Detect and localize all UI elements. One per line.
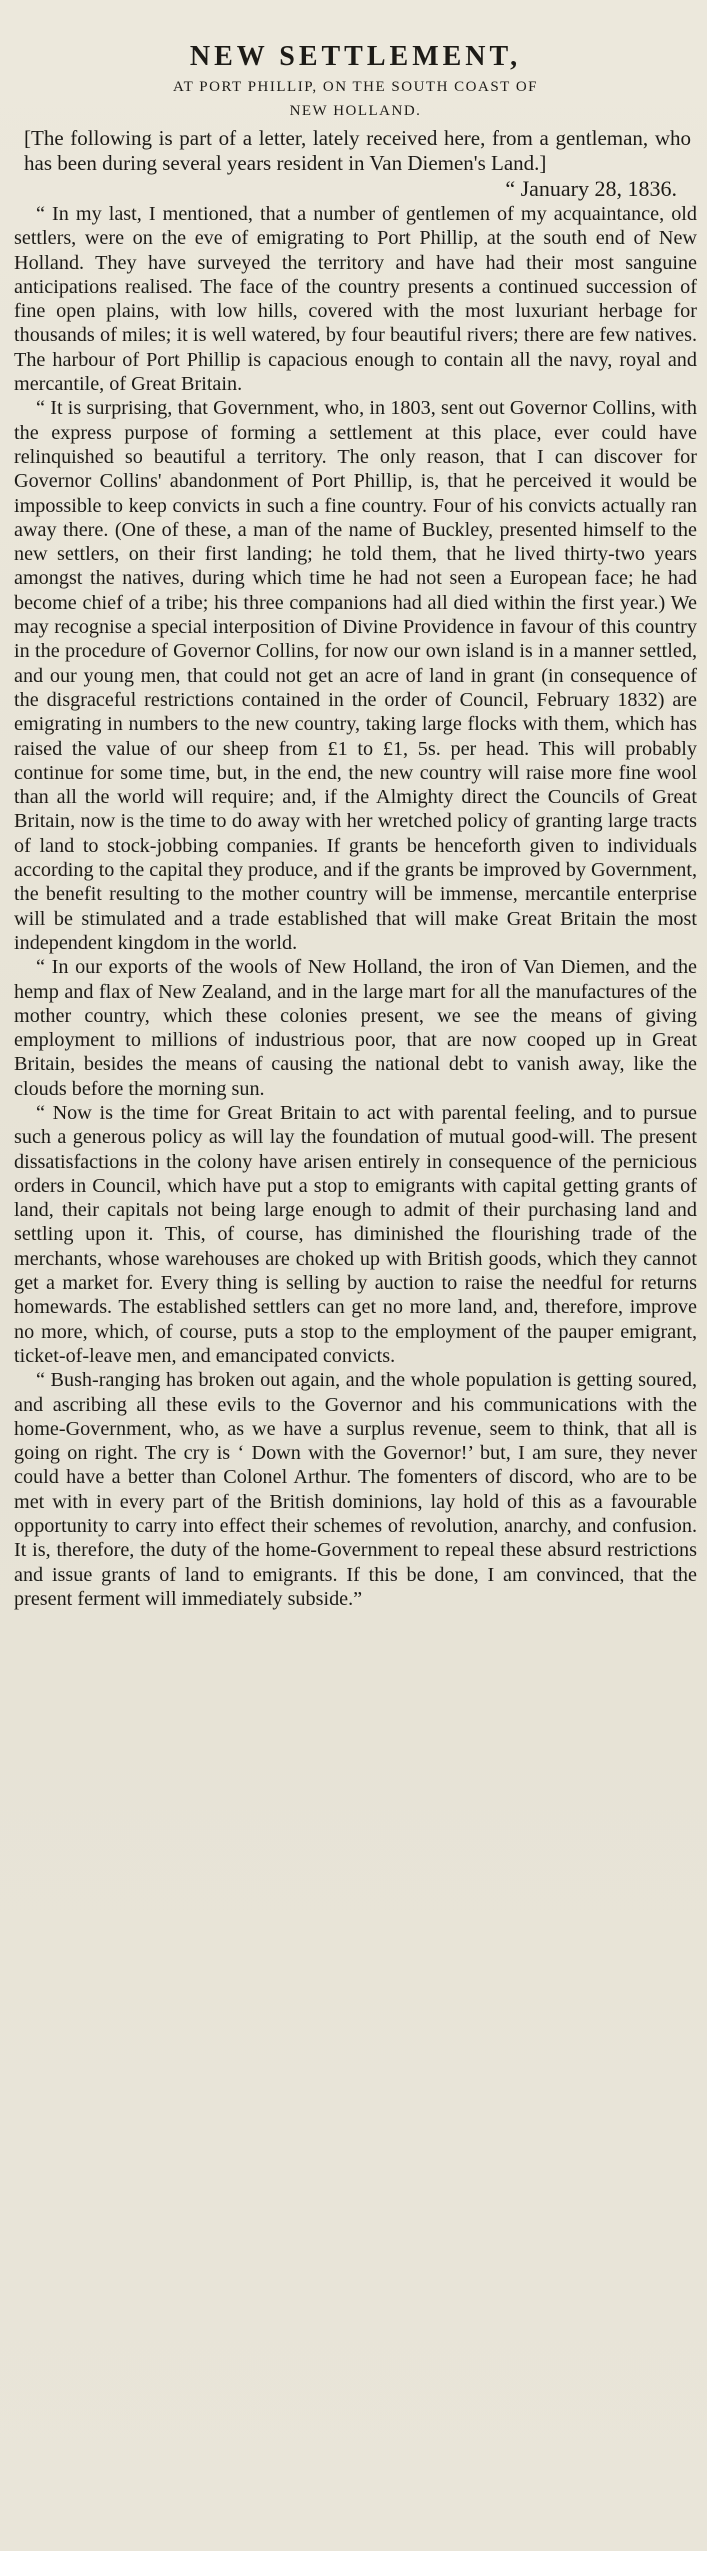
letter-dateline: “ January 28, 1836. <box>505 176 677 201</box>
article-title: NEW SETTLEMENT, <box>189 41 522 72</box>
paragraph-2: “ It is surprising, that Government, who, in 1803, sent out Governor Collins, with the express purpose of forming a settlement at this place, ever could have relinquished so beautiful a territory. The only reason, that I can discover for Governor Collins' abandonment of Port Phillip, is, that he perceived it would be impossible to keep convicts in such a fine country. Four of his convicts actually ran away there. (One of these, a man of the name of Buckley, presented himself to the new settlers, on their first landing; he told them, that he lived thirty-two years amongst the natives, during which time he had not seen a European face; he had become chief of a tribe; his three companions had all died within the first year.) We may recognise a special interposition of Divine Providence in favour of this country in the procedure of Governor Collins, for now our own island is in a manner settled, and our young men, that could not get an acre of land in grant (in consequence of the disgraceful restrictions contained in the order of Council, February 1832) are emigrating in numbers to the new country, taking large flocks with them, which has raised the value of our sheep from £1 to £1, 5s. per head. This will probably continue for some time, but, in the end, the new country will raise more fine wool than all the world will require; and, if the Almighty direct the Councils of Great Britain, now is the time to do away with her wretched policy of granting large tracts of land to stock-jobbing companies. If grants be henceforth given to individuals according to the capital they produce, and if the grants be improved by Government, the benefit resulting to the mother country will be immense, mercantile enterprise will be stimulated and a trade established that will make Great Britain the most independent kingdom in the world. <box>14 397 697 954</box>
article-subtitle-line-2: NEW HOLLAND. <box>289 103 422 119</box>
editorial-note: [The following is part of a letter, lately received here, from a gentleman, who has been during several years resident in Van Diemen's Land.] <box>24 126 691 175</box>
paragraph-4: “ Now is the time for Great Britain to act with parental feeling, and to pursue such a generous policy as will lay the foundation of mutual good-will. The present dissatisfactions in the colony have arisen entirely in consequence of the pernicious orders in Council, which have put a stop to emigrants with capital getting grants of land, their capitals not being large enough to admit of their purchasing land and settling upon it. This, of course, has diminished the flourishing trade of the merchants, whose warehouses are choked up with British goods, which they cannot get a market for. Every thing is selling by auction to raise the needful for returns homewards. The established settlers can get no more land, and, therefore, improve no more, which, of course, puts a stop to the employment of the pauper emigrant, ticket-of-leave men, and emancipated convicts. <box>14 1101 697 1367</box>
paragraph-5: “ Bush-ranging has broken out again, and the whole population is getting soured, and ascribing all these evils to the Governor and his communications with the home-Government, who, as we have a surplus revenue, seem to think, that all is going on right. The cry is ‘ Down with the Governor!’ but, I am sure, they never could have a better than Colonel Arthur. The fomenters of discord, who are to be met with in every part of the British dominions, lay hold of this as a favourable opportunity to carry into effect their schemes of revolution, anarchy, and confusion. It is, therefore, the duty of the home-Government to repeal these absurd restrictions and issue grants of land to emigrants. If this be done, I am convinced, that the present ferment will immediately subside.” <box>14 1369 697 1610</box>
paragraph-3: “ In our exports of the wools of New Holland, the iron of Van Diemen, and the hemp and flax of New Zealand, and in the large mart for all the manufactures of the mother country, which these colonies present, we see the means of giving employment to millions of industrious poor, that are now cooped up in Great Britain, besides the means of causing the national debt to vanish away, like the clouds before the morning sun. <box>14 956 697 1100</box>
article-subtitle-line-1: AT PORT PHILLIP, ON THE SOUTH COAST OF <box>172 79 539 95</box>
paragraph-1: “ In my last, I mentioned, that a number of gentlemen of my acquaintance, old settlers, were on the eve of emigrating to Port Phillip, at the south end of New Holland. They have surveyed the territory and have had their most sanguine anticipations realised. The face of the country presents a continued succession of fine open plains, with low hills, covered with the most luxuriant herbage for thousands of miles; it is well watered, by four beautiful rivers; there are few natives. The harbour of Port Phillip is capacious enough to contain all the navy, royal and mercantile, of Great Britain. <box>14 203 697 396</box>
